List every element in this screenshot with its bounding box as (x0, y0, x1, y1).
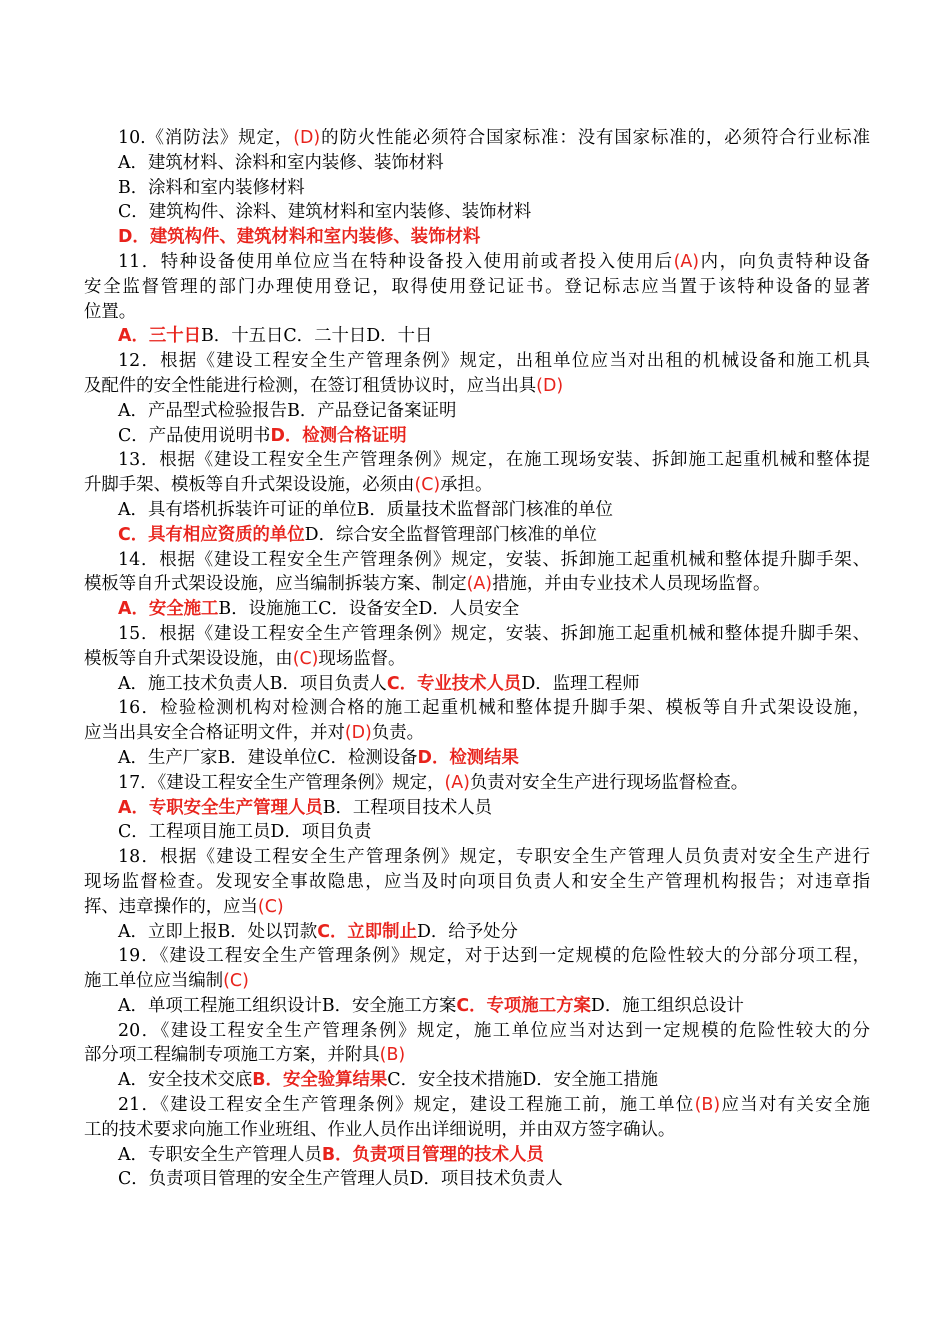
answer-mark: (A) (466, 574, 493, 595)
question-19-stem-cont: 施工单位应当编制(C) (84, 971, 249, 992)
answer-mark: (A) (673, 251, 700, 272)
answer-mark: (C) (292, 648, 319, 669)
answer-mark: (D) (536, 375, 564, 396)
correct-answer: D．检测结果 (417, 747, 519, 768)
question-19-options: A．单项工程施工组织设计B．安全施工方案C．专项施工方案D．施工组织总设计 (118, 995, 744, 1016)
question-17-options-ab: A．专职安全生产管理人员B．工程项目技术人员 (118, 797, 493, 818)
answer-mark: (D) (293, 128, 321, 148)
question-13-options-cd: C．具有相应资质的单位D．综合安全监督管理部门核准的单位 (118, 524, 597, 545)
correct-answer: A．三十日 (118, 326, 202, 347)
question-18-stem-end: 挥、违章操作的，应当(C) (84, 896, 284, 917)
question-14-stem: 14．根据《建设工程安全生产管理条例》规定，安装、拆卸施工起重机械和整体提升脚手架、 (118, 549, 870, 570)
question-21-stem: 21．《建设工程安全生产管理条例》规定，建设工程施工前，施工单位(B)应当对有关安全施 (118, 1095, 870, 1116)
question-12-stem-cont: 及配件的安全性能进行检测，在签订租赁协议时，应当出具(D) (84, 375, 564, 396)
question-21-options-cd: C．负责项目管理的安全生产管理人员D．项目技术负责人 (118, 1169, 563, 1190)
question-20-stem-cont: 部分项工程编制专项施工方案，并附具(B) (84, 1045, 406, 1066)
question-18-stem: 18．根据《建设工程安全生产管理条例》规定，专职安全生产管理人员负责对安全生产进行 (118, 847, 870, 868)
correct-answer: B．负责项目管理的技术人员 (321, 1144, 544, 1165)
question-13-options-ab: A．具有塔机拆装许可证的单位B．质量技术监督部门核准的单位 (118, 499, 613, 520)
correct-answer: C．立即制止 (317, 921, 417, 942)
question-16-options: A．生产厂家B．建设单位C．检测设备D．检测结果 (118, 747, 519, 768)
question-12-options-cd: C．产品使用说明书D．检测合格证明 (118, 425, 407, 446)
answer-mark: (A) (444, 772, 470, 793)
correct-answer: C．专项施工方案 (456, 995, 591, 1016)
answer-mark: (D) (344, 723, 372, 744)
answer-mark: (C) (414, 475, 441, 496)
question-10-option-d (84, 225, 870, 250)
correct-answer: D．检测合格证明 (270, 425, 407, 446)
correct-answer: B．安全验算结果 (252, 1070, 388, 1091)
question-20-options: A．安全技术交底B．安全验算结果C．安全技术措施D．安全施工措施 (118, 1070, 659, 1091)
question-16-stem-cont: 应当出具安全合格证明文件，并对(D)负责。 (84, 723, 425, 744)
question-21-stem-cont: 工的技术要求向施工作业班组、作业人员作出详细说明，并由双方签字确认。 (84, 1119, 676, 1140)
question-17-options-cd: C．工程项目施工员D．项目负责 (118, 822, 372, 843)
question-19-stem: 19．《建设工程安全生产管理条例》规定，对于达到一定规模的危险性较大的分部分项工程， (118, 946, 870, 967)
question-20-stem: 20．《建设工程安全生产管理条例》规定，施工单位应当对达到一定规模的危险性较大的分 (118, 1020, 870, 1041)
question-15-options: A．施工技术负责人B．项目负责人C．专业技术人员D．监理工程师 (118, 673, 640, 694)
question-14-options: A．安全施工B．设施施工C．设备安全D．人员安全 (118, 599, 520, 620)
question-21-options-ab: A．专职安全生产管理人员B．负责项目管理的技术人员 (118, 1144, 544, 1165)
question-17-stem: 17．《建设工程安全生产管理条例》规定，(A)负责对安全生产进行现场监督检查。 (118, 772, 749, 793)
question-10-option-c: C．建筑构件、涂料、建筑材料和室内装修、装饰材料 (118, 202, 532, 223)
answer-mark: (B) (379, 1045, 406, 1066)
answer-mark: (B) (694, 1095, 721, 1116)
question-12-stem: 12．根据《建设工程安全生产管理条例》规定，出租单位应当对出租的机械设备和施工机具 (118, 351, 870, 372)
question-12-options-ab: A．产品型式检验报告B．产品登记备案证明 (118, 400, 457, 421)
question-18-options: A．立即上报B．处以罚款C．立即制止D．给予处分 (118, 921, 518, 942)
correct-answer: A．安全施工 (118, 599, 219, 620)
question-10-stem: 10.《消防法》规定，(D)的防火性能必须符合国家标准：没有国家标准的，必须符合行业标准 (118, 128, 870, 148)
correct-answer: A．专职安全生产管理人员 (118, 797, 323, 818)
correct-answer: D．建筑构件、建筑材料和室内装修、装饰材料 (118, 227, 481, 248)
question-10-option-b: B．涂料和室内装修材料 (118, 177, 305, 198)
document-body (84, 126, 870, 1192)
correct-answer: C．具有相应资质的单位 (118, 524, 305, 545)
answer-mark: (C) (257, 896, 284, 917)
correct-answer: C．专业技术人员 (386, 673, 522, 694)
question-13-stem: 13．根据《建设工程安全生产管理条例》规定，在施工现场安装、拆卸施工起重机械和整体提 (118, 450, 870, 471)
question-11-stem: 11．特种设备使用单位应当在特种设备投入使用前或者投入使用后(A)内，向负责特种设备 (118, 251, 870, 272)
question-11-stem-cont: 安全监督管理的部门办理使用登记，取得使用登记证书。登记标志应当置于该特种设备的显著 (84, 276, 870, 297)
question-14-stem-cont: 模板等自升式架设设施，应当编制拆装方案、制定(A)措施，并由专业技术人员现场监督。 (84, 574, 771, 595)
question-11-stem-end: 位置。 (84, 301, 137, 322)
question-10-option-a: A．建筑材料、涂料和室内装修、装饰材料 (118, 152, 444, 173)
question-13-stem-cont: 升脚手架、模板等自升式架设设施，必须由(C)承担。 (84, 475, 493, 496)
question-11-options: A．三十日B．十五日C．二十日D．十日 (118, 326, 433, 347)
question-15-stem-cont: 模板等自升式架设设施，由(C)现场监督。 (84, 648, 406, 669)
question-18-stem-cont: 现场监督检查。发现安全事故隐患，应当及时向项目负责人和安全生产管理机构报告；对违章指 (84, 871, 870, 892)
question-15-stem: 15．根据《建设工程安全生产管理条例》规定，安装、拆卸施工起重机械和整体提升脚手架、 (118, 623, 870, 644)
question-16-stem: 16．检验检测机构对检测合格的施工起重机械和整体提升脚手架、模板等自升式架设设施， (118, 698, 870, 719)
answer-mark: (C) (223, 971, 249, 992)
